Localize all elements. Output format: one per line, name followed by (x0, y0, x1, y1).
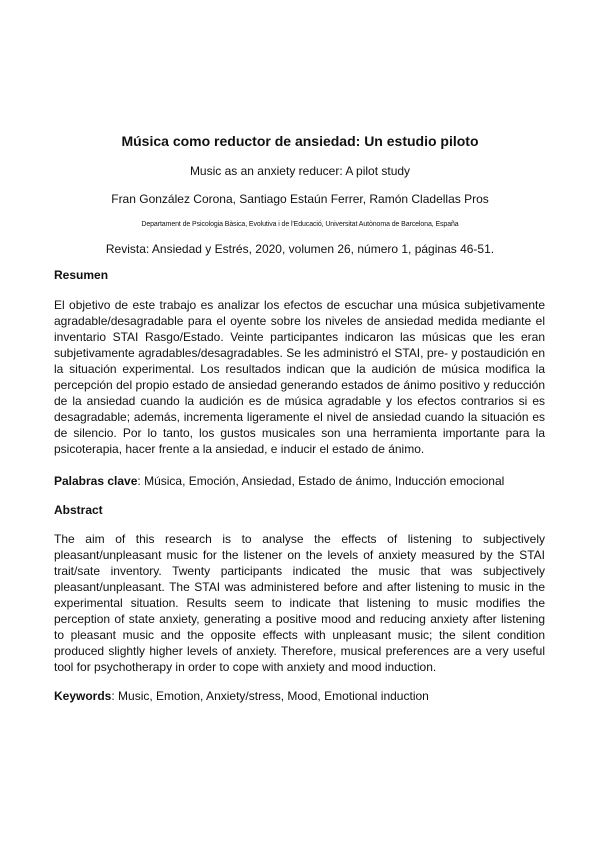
palabras-clave (54, 474, 545, 488)
keywords-list: : Music, Emotion, Anxiety/stress, Mood, Emotional induction (111, 689, 429, 703)
journal-citation: Revista: Ansiedad y Estrés, 2020, volumen 26, número 1, páginas 46-51. (105, 242, 495, 256)
keywords (54, 689, 545, 703)
paper-subtitle: Music as an anxiety reducer: A pilot study (189, 164, 411, 178)
paper-title: Música como reductor de ansiedad: Un estudio piloto (121, 133, 479, 149)
abstract-text: The aim of this research is to analyse the effects of listening to subjectively pleasant/unpleasant music for the listener on the levels of anxiety measured by the STAI trait/sate inventory. Twenty participants indicated the music that was subjectively pleasant/unpleasant. The STAI was administered before and after listening to music in the experimental situation. Results seem to indicate that listening to music modifies the perception of state anxiety, generating a positive mood and reducing anxiety after listening to pleasant music and the opposite effects with unpleasant music; the silent condition produced slightly higher levels of anxiety. Therefore, musical preferences are a very useful tool for psychotherapy in order to cope with anxiety and mood induction. (54, 532, 545, 674)
palabras-clave-list: : Música, Emoción, Ansiedad, Estado de ánimo, Inducción emocional (137, 474, 505, 488)
author-affiliation: Departament de Psicologia Bàsica, Evolutiva i de l'Educació, Universitat Autònoma de Barcelona, España (141, 221, 459, 228)
abstract-heading: Abstract (54, 503, 103, 517)
palabras-clave-label: Palabras clave (54, 474, 138, 488)
keywords-label: Keywords (54, 689, 112, 703)
resumen-text: El objetivo de este trabajo es analizar los efectos de escuchar una música subjetivamente agradable/desagradable para el oyente sobre los niveles de ansiedad medida mediante el inventario STAI Rasgo/Estado. Veinte participantes indicaron las músicas que les eran subjetivamente agradables/desagradables. Se les administró el STAI, pre- y postaudición en la situación experimental. Los resultados indican que la audición de música modifica la percepción del propio estado de ansiedad generando estados de ánimo positivo y reducción de la ansiedad cuando la audición es de música agradable y los efectos contrarios si es desagradable; además, incrementa ligeramente el nivel de ansiedad cuando la situación es de silencio. Por lo tanto, los gustos musicales son una herramienta importante para la psicoterapia, hacer frente a la ansiedad, e inducir el estado de ánimo. (54, 298, 545, 456)
author-list: Fran González Corona, Santiago Estaún Ferrer, Ramón Cladellas Pros (111, 192, 489, 206)
resumen-heading: Resumen (54, 268, 109, 282)
